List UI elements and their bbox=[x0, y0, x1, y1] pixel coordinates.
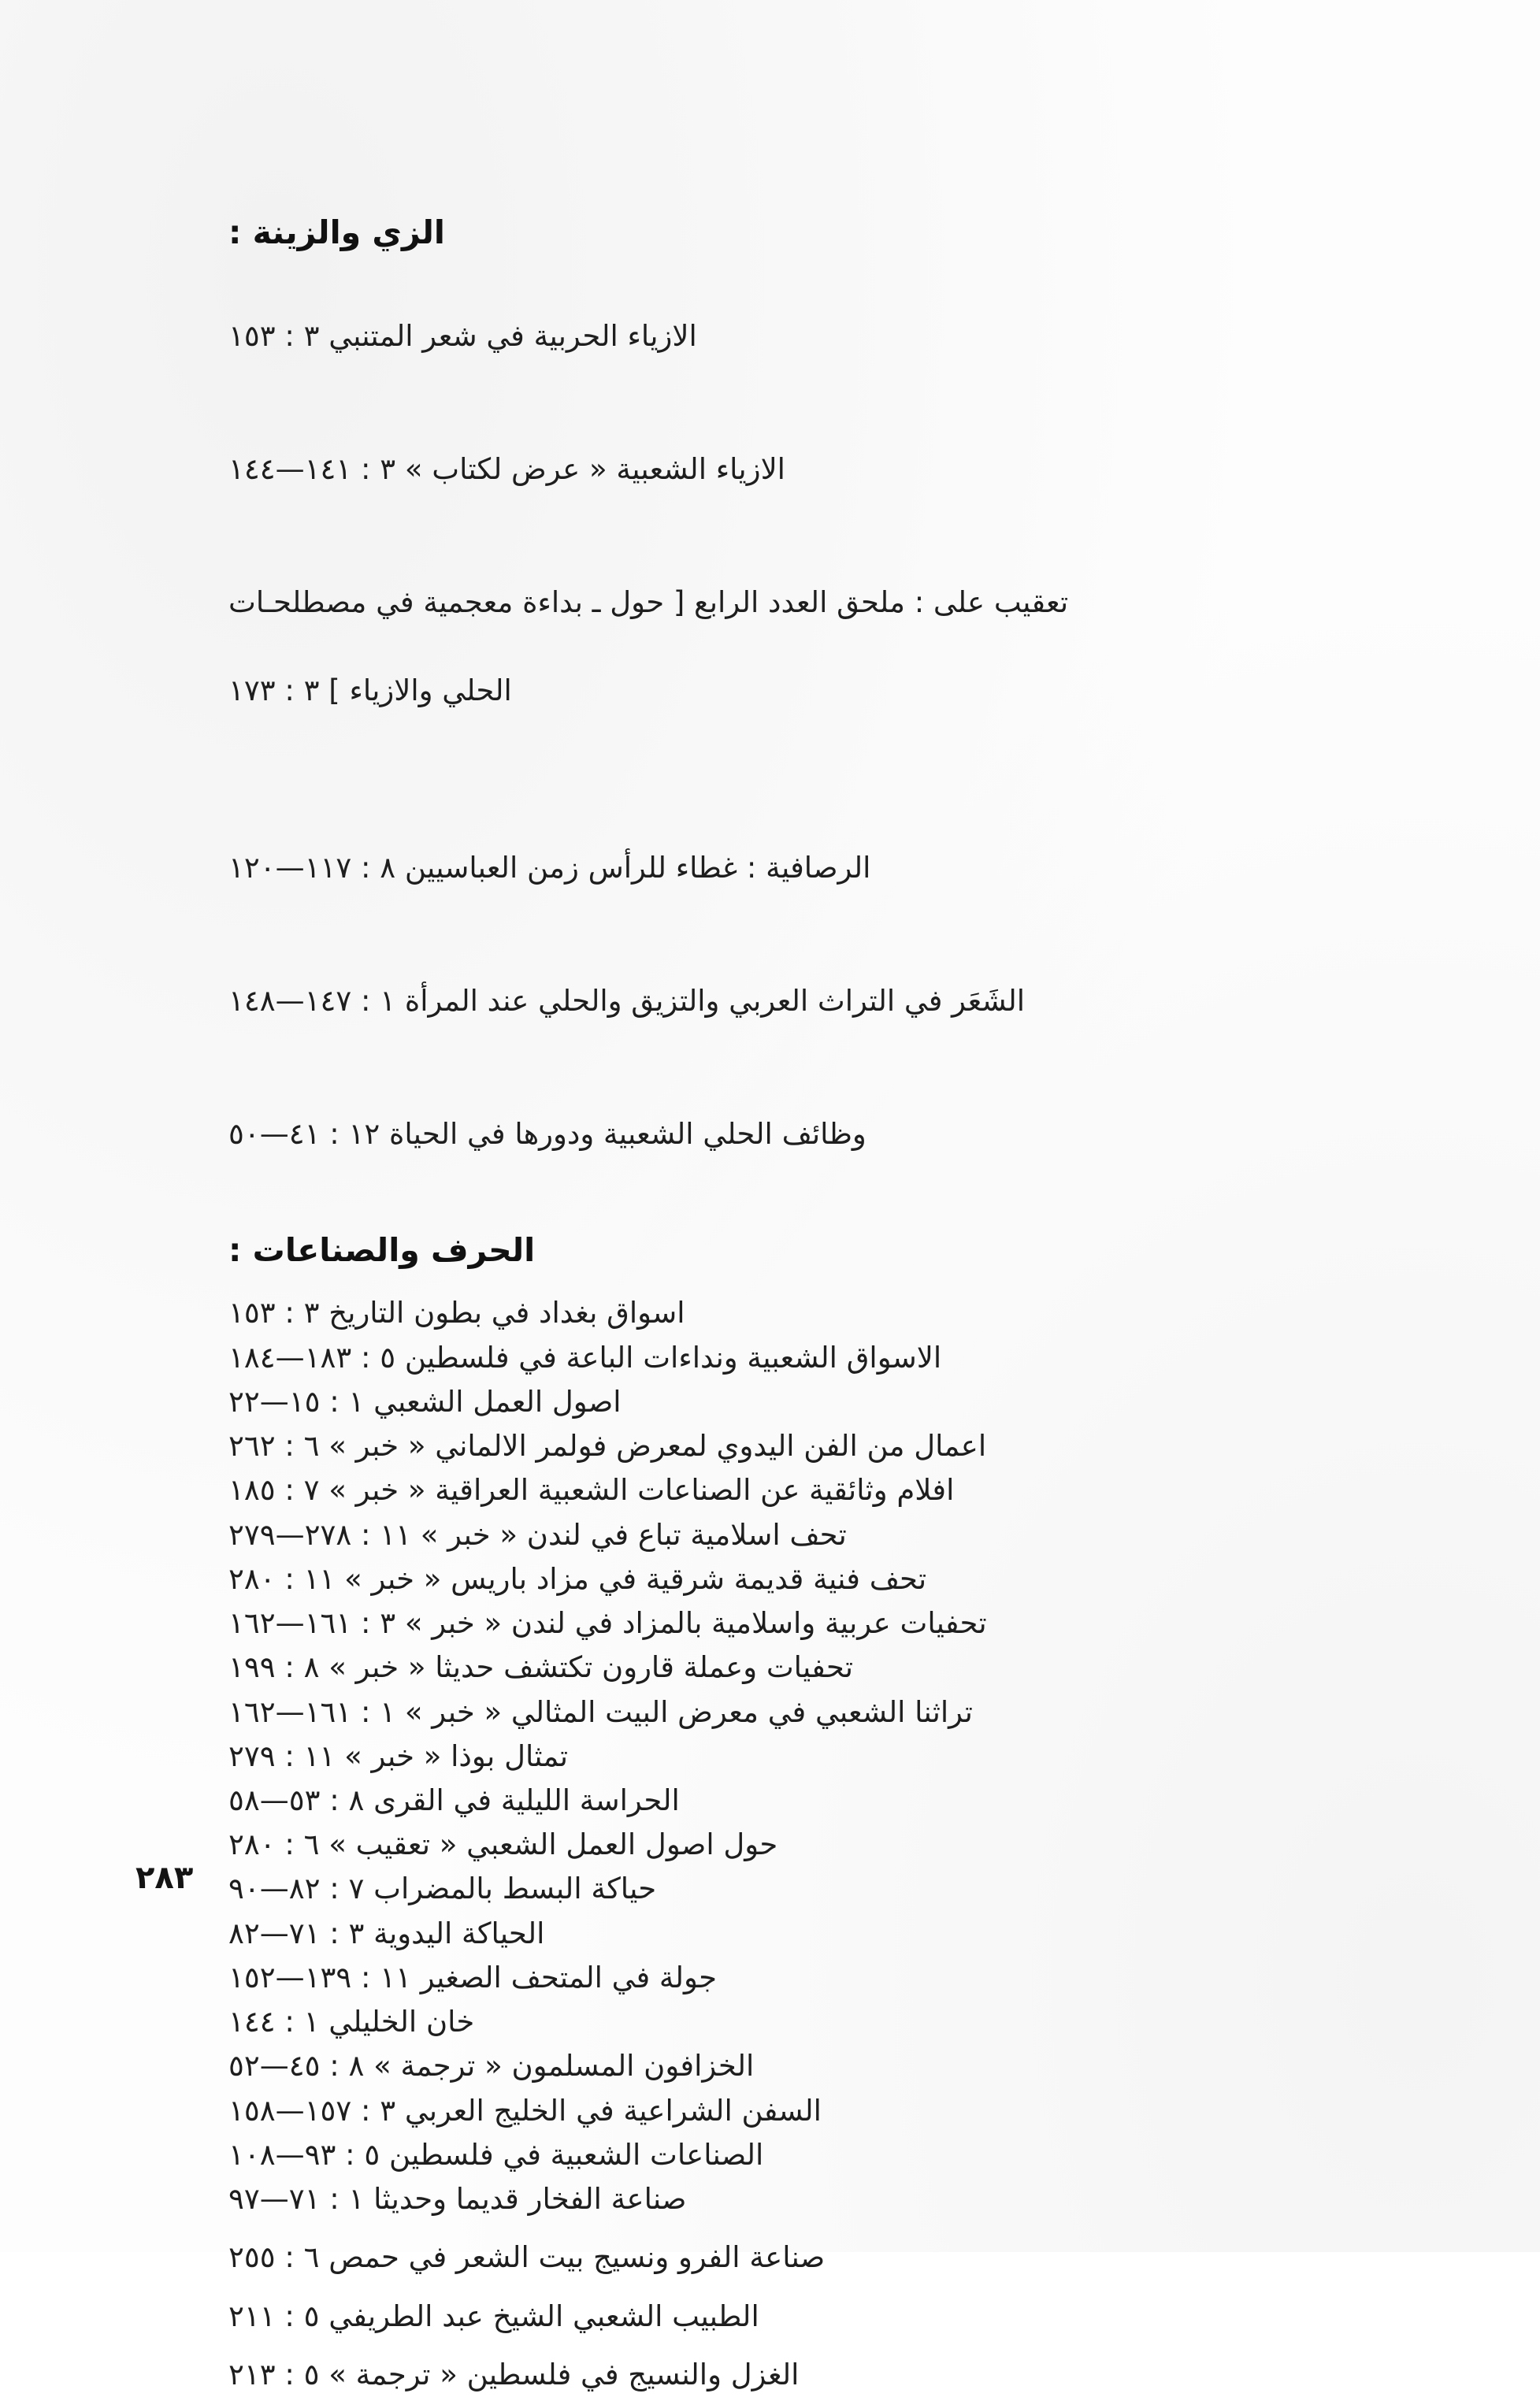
index-entry bbox=[228, 802, 1304, 935]
index-entry-text: تحفيات عربية واسلامية بالمزاد في لندن « خبر » ٣ : ١٦١—١٦٢ bbox=[228, 1606, 987, 1641]
index-entry bbox=[228, 2089, 1304, 2133]
index-entry-text: الخزافون المسلمون « ترجمة » ٨ : ٤٥—٥٢ bbox=[228, 2049, 755, 2083]
page-number: ٢٨٣ bbox=[135, 1860, 194, 1896]
index-entry-text: حول اصول العمل الشعبي « تعقيب » ٦ : ٢٨٠ bbox=[228, 1827, 778, 1862]
index-entry-text: اصول العمل الشعبي ١ : ١٥—٢٢ bbox=[228, 1384, 622, 1419]
index-entry bbox=[228, 935, 1304, 1068]
section-crafts-and-industries bbox=[228, 1200, 1304, 2397]
index-entry bbox=[228, 1513, 1304, 1557]
index-entry bbox=[228, 1067, 1304, 1200]
index-entry-text: تمثال بوذا « خبر » ١١ : ٢٧٩ bbox=[228, 1738, 569, 1773]
index-entry-text: جولة في المتحف الصغير ١١ : ١٣٩—١٥٢ bbox=[228, 1960, 718, 1994]
index-entry bbox=[228, 2236, 1304, 2280]
index-entry bbox=[228, 403, 1304, 536]
index-entry bbox=[228, 1690, 1304, 1735]
index-entry-text: الازياء الحربية في شعر المتنبي ٣ : ١٥٣ bbox=[228, 319, 697, 354]
index-entry-text: صناعة الفرو ونسيج بيت الشعر في حمص ٦ : ٢٥٥ bbox=[228, 2240, 826, 2275]
index-entry bbox=[228, 536, 1304, 802]
index-entry bbox=[228, 2044, 1304, 2088]
index-entry bbox=[228, 1912, 1304, 1956]
index-entry bbox=[228, 1779, 1304, 1823]
section-heading-crafts-and-industries: الحرف والصناعات : bbox=[228, 1231, 536, 1270]
index-entry bbox=[228, 1424, 1304, 1468]
index-entry-text: الصناعات الشعبية في فلسطين ٥ : ٩٣—١٠٨ bbox=[228, 2137, 764, 2172]
index-entry-text: صناعة الفخار قديما وحديثا ١ : ٧١—٩٧ bbox=[228, 2182, 687, 2217]
index-entry bbox=[228, 2133, 1304, 2177]
page-content bbox=[228, 213, 1304, 2397]
index-entry-text: تعقيب على : ملحق العدد الرابع [ حول ـ بداءة معجمية في مصطلحـات bbox=[228, 584, 1069, 619]
index-entry-text: حياكة البسط بالمضراب ٧ : ٨٢—٩٠ bbox=[228, 1872, 657, 1906]
index-entry bbox=[228, 1735, 1304, 1779]
index-entry-text: الازياء الشعبية « عرض لكتاب » ٣ : ١٤١—١٤٤ bbox=[228, 452, 785, 487]
index-entry-text: تحفيات وعملة قارون تكتشف حديثا « خبر » ٨ : ١٩٩ bbox=[228, 1650, 854, 1685]
index-entry-continuation: الحلي والازياء ] ٣ : ١٧٣ bbox=[228, 673, 512, 708]
index-entry bbox=[228, 1336, 1304, 1380]
section-heading-dress-and-adornment: الزي والزينة : bbox=[228, 213, 445, 251]
index-entry-text: اعمال من الفن اليدوي لمعرض فولمر الالماني « خبر » ٦ : ٢٦٢ bbox=[228, 1429, 987, 1464]
index-entry-text: الغزل والنسيج في فلسطين « ترجمة » ٥ : ٢١٣ bbox=[228, 2357, 800, 2391]
index-entry-text: وظائف الحلي الشعبية ودورها في الحياة ١٢ : ٤١—٥٠ bbox=[228, 1116, 866, 1151]
index-entry-text: تراثنا الشعبي في معرض البيت المثالي « خبر » ١ : ١٦١—١٦٢ bbox=[228, 1694, 973, 1729]
index-entry bbox=[228, 270, 1304, 403]
index-entry-text: الطبيب الشعبي الشيخ عبد الطريفي ٥ : ٢١١ bbox=[228, 2299, 759, 2333]
index-entry-text: اسواق بغداد في بطون التاريخ ٣ : ١٥٣ bbox=[228, 1296, 685, 1330]
index-entry-text: الرصافية : غطاء للرأس زمن العباسيين ٨ : ١١٧—١٢٠ bbox=[228, 851, 871, 885]
index-entry bbox=[228, 1291, 1304, 1335]
index-entry bbox=[228, 1601, 1304, 1646]
index-entry bbox=[228, 1468, 1304, 1512]
section-dress-and-adornment bbox=[228, 213, 1304, 1200]
index-entry bbox=[228, 2295, 1304, 2339]
index-entry-text: تحف اسلامية تباع في لندن « خبر » ١١ : ٢٧٨—٢٧٩ bbox=[228, 1517, 847, 1552]
index-entry-text: افلام وثائقية عن الصناعات الشعبية العراقية « خبر » ٧ : ١٨٥ bbox=[228, 1473, 955, 1508]
index-entry bbox=[228, 1646, 1304, 1690]
index-entry bbox=[228, 1557, 1304, 1601]
index-entry-text: الشَعَر في التراث العربي والتزيق والحلي عند المرأة ١ : ١٤٧—١٤٨ bbox=[228, 984, 1026, 1018]
index-entry-text: تحف فنية قديمة شرقية في مزاد باريس « خبر » ١١ : ٢٨٠ bbox=[228, 1561, 927, 1596]
entry-list-crafts-and-industries bbox=[228, 1291, 1304, 2397]
index-entry bbox=[228, 1867, 1304, 1911]
index-entry bbox=[228, 1823, 1304, 1867]
index-entry-text: الحراسة الليلية في القرى ٨ : ٥٣—٥٨ bbox=[228, 1783, 680, 1817]
index-entry bbox=[228, 2177, 1304, 2221]
entry-list-dress-and-adornment bbox=[228, 270, 1304, 1200]
index-entry bbox=[228, 1380, 1304, 1424]
index-entry-text: الحياكة اليدوية ٣ : ٧١—٨٢ bbox=[228, 1916, 545, 1950]
index-entry bbox=[228, 1956, 1304, 2000]
index-entry-text: خان الخليلي ١ : ١٤٤ bbox=[228, 2005, 475, 2039]
index-entry-text: السفن الشراعية في الخليج العربي ٣ : ١٥٧—١٥٨ bbox=[228, 2093, 822, 2128]
index-entry bbox=[228, 2353, 1304, 2397]
index-entry bbox=[228, 2000, 1304, 2044]
index-entry-text: الاسواق الشعبية ونداءات الباعة في فلسطين ٥ : ١٨٣—١٨٤ bbox=[228, 1340, 942, 1375]
